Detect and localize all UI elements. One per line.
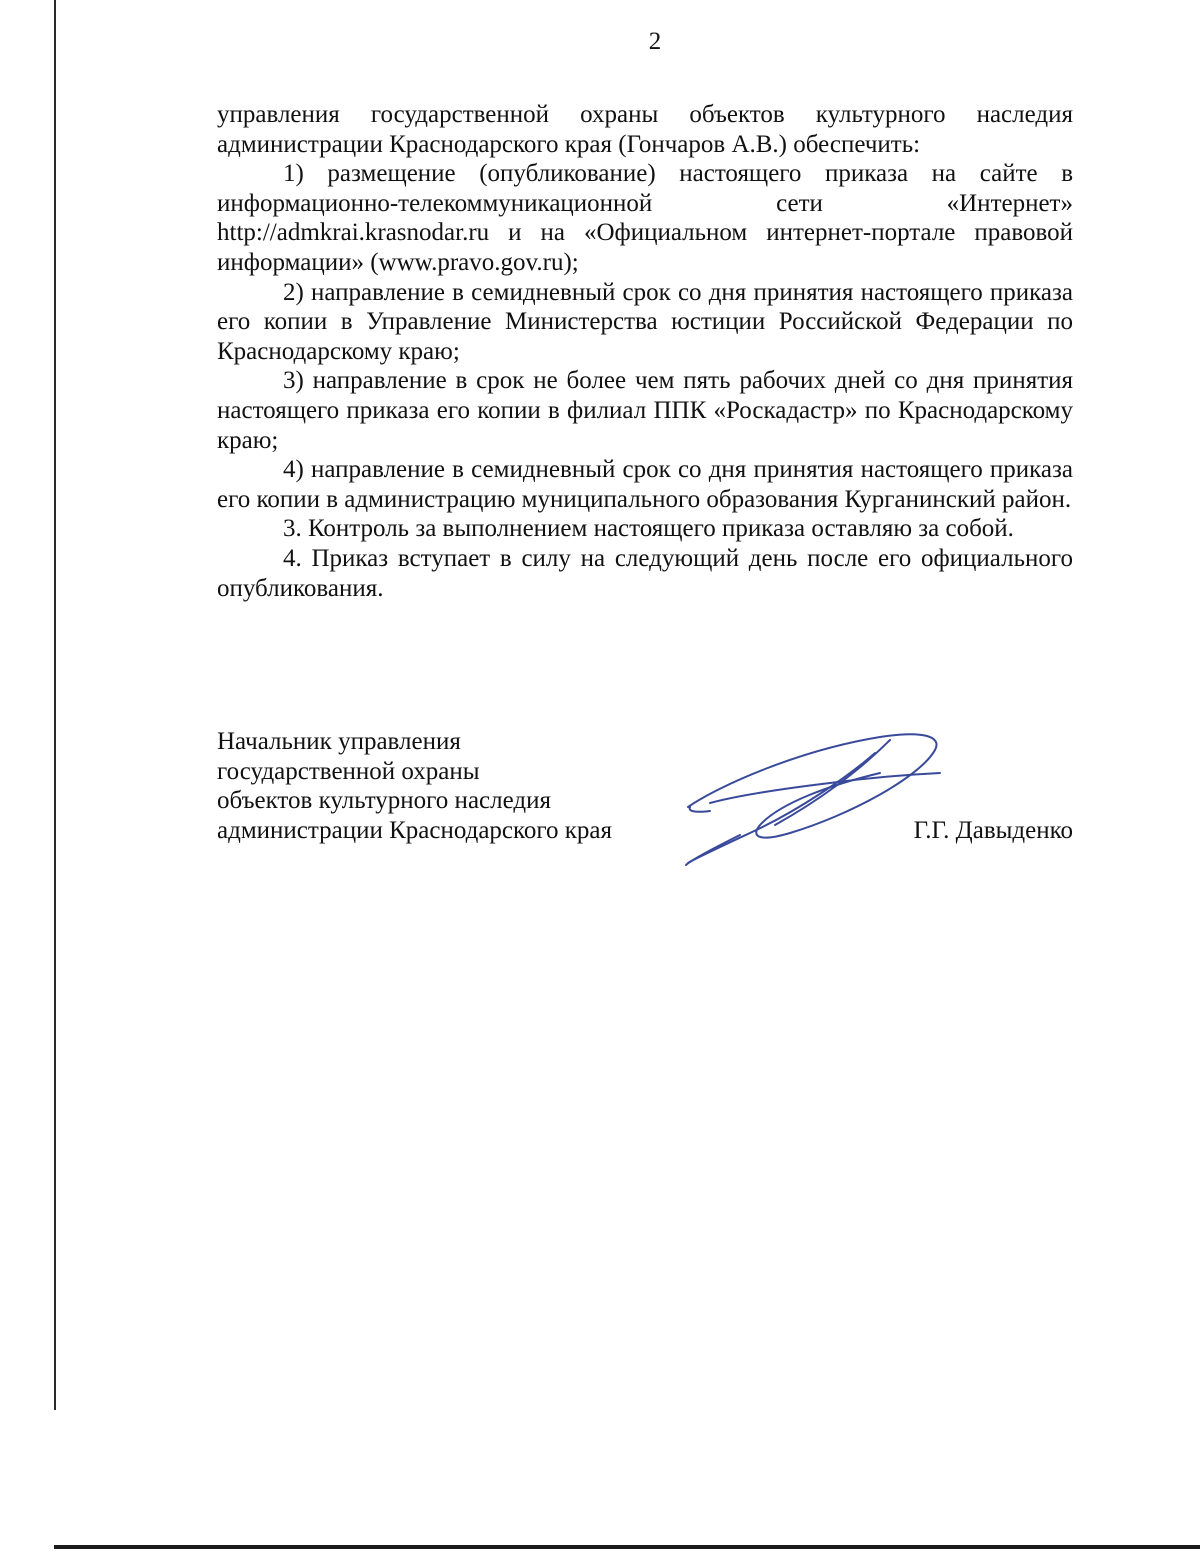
- paragraph: 3. Контроль за выполнением настоящего приказа оставляю за собой.: [283, 515, 1014, 543]
- paragraph: управления государственной охраны объектов культурного наследия администрации Краснодарского края (Гончаров А.В.) обеспечить:: [217, 101, 1073, 158]
- paragraph: 3) направление в срок не более чем пять рабочих дней со дня принятия настоящего приказа его копии в филиал ППК «Роскадастр» по Краснодарскому краю;: [217, 367, 1073, 454]
- paragraph: 4. Приказ вступает в силу на следующий день после его официального опубликования.: [217, 544, 1073, 602]
- signatory-name: Г.Г. Давыденко: [913, 816, 1073, 844]
- signatory-position-line: администрации Краснодарского края: [217, 816, 613, 844]
- handwritten-signature: [680, 715, 950, 870]
- signatory-position-line: объектов культурного наследия: [217, 787, 551, 814]
- page-number: 2: [648, 28, 662, 55]
- paragraph: 4) направление в семидневный срок со дня принятия настоящего приказа его копии в администрацию муниципального образования Курганинский район.: [217, 456, 1073, 513]
- signatory-position-line: государственной охраны: [217, 757, 480, 785]
- paragraph: 2) направление в семидневный срок со дня принятия настоящего приказа его копии в Управление Министерства юстиции Российской Федерации по Краснодарскому краю;: [217, 278, 1073, 365]
- paragraph: 1) размещение (опубликование) настоящего приказа на сайте в информационно-телекоммуникационной сети «Интернет» http://admkrai.krasnodar.ru и на «Официальном интернет-портале правовой информации» (www.pravo.gov.ru);: [217, 160, 1073, 276]
- scan-edge-left: [54, 0, 56, 1410]
- signatory-position-line: Начальник управления: [217, 728, 461, 755]
- scan-edge-bottom: [54, 1545, 1200, 1549]
- body-text: [217, 100, 1073, 603]
